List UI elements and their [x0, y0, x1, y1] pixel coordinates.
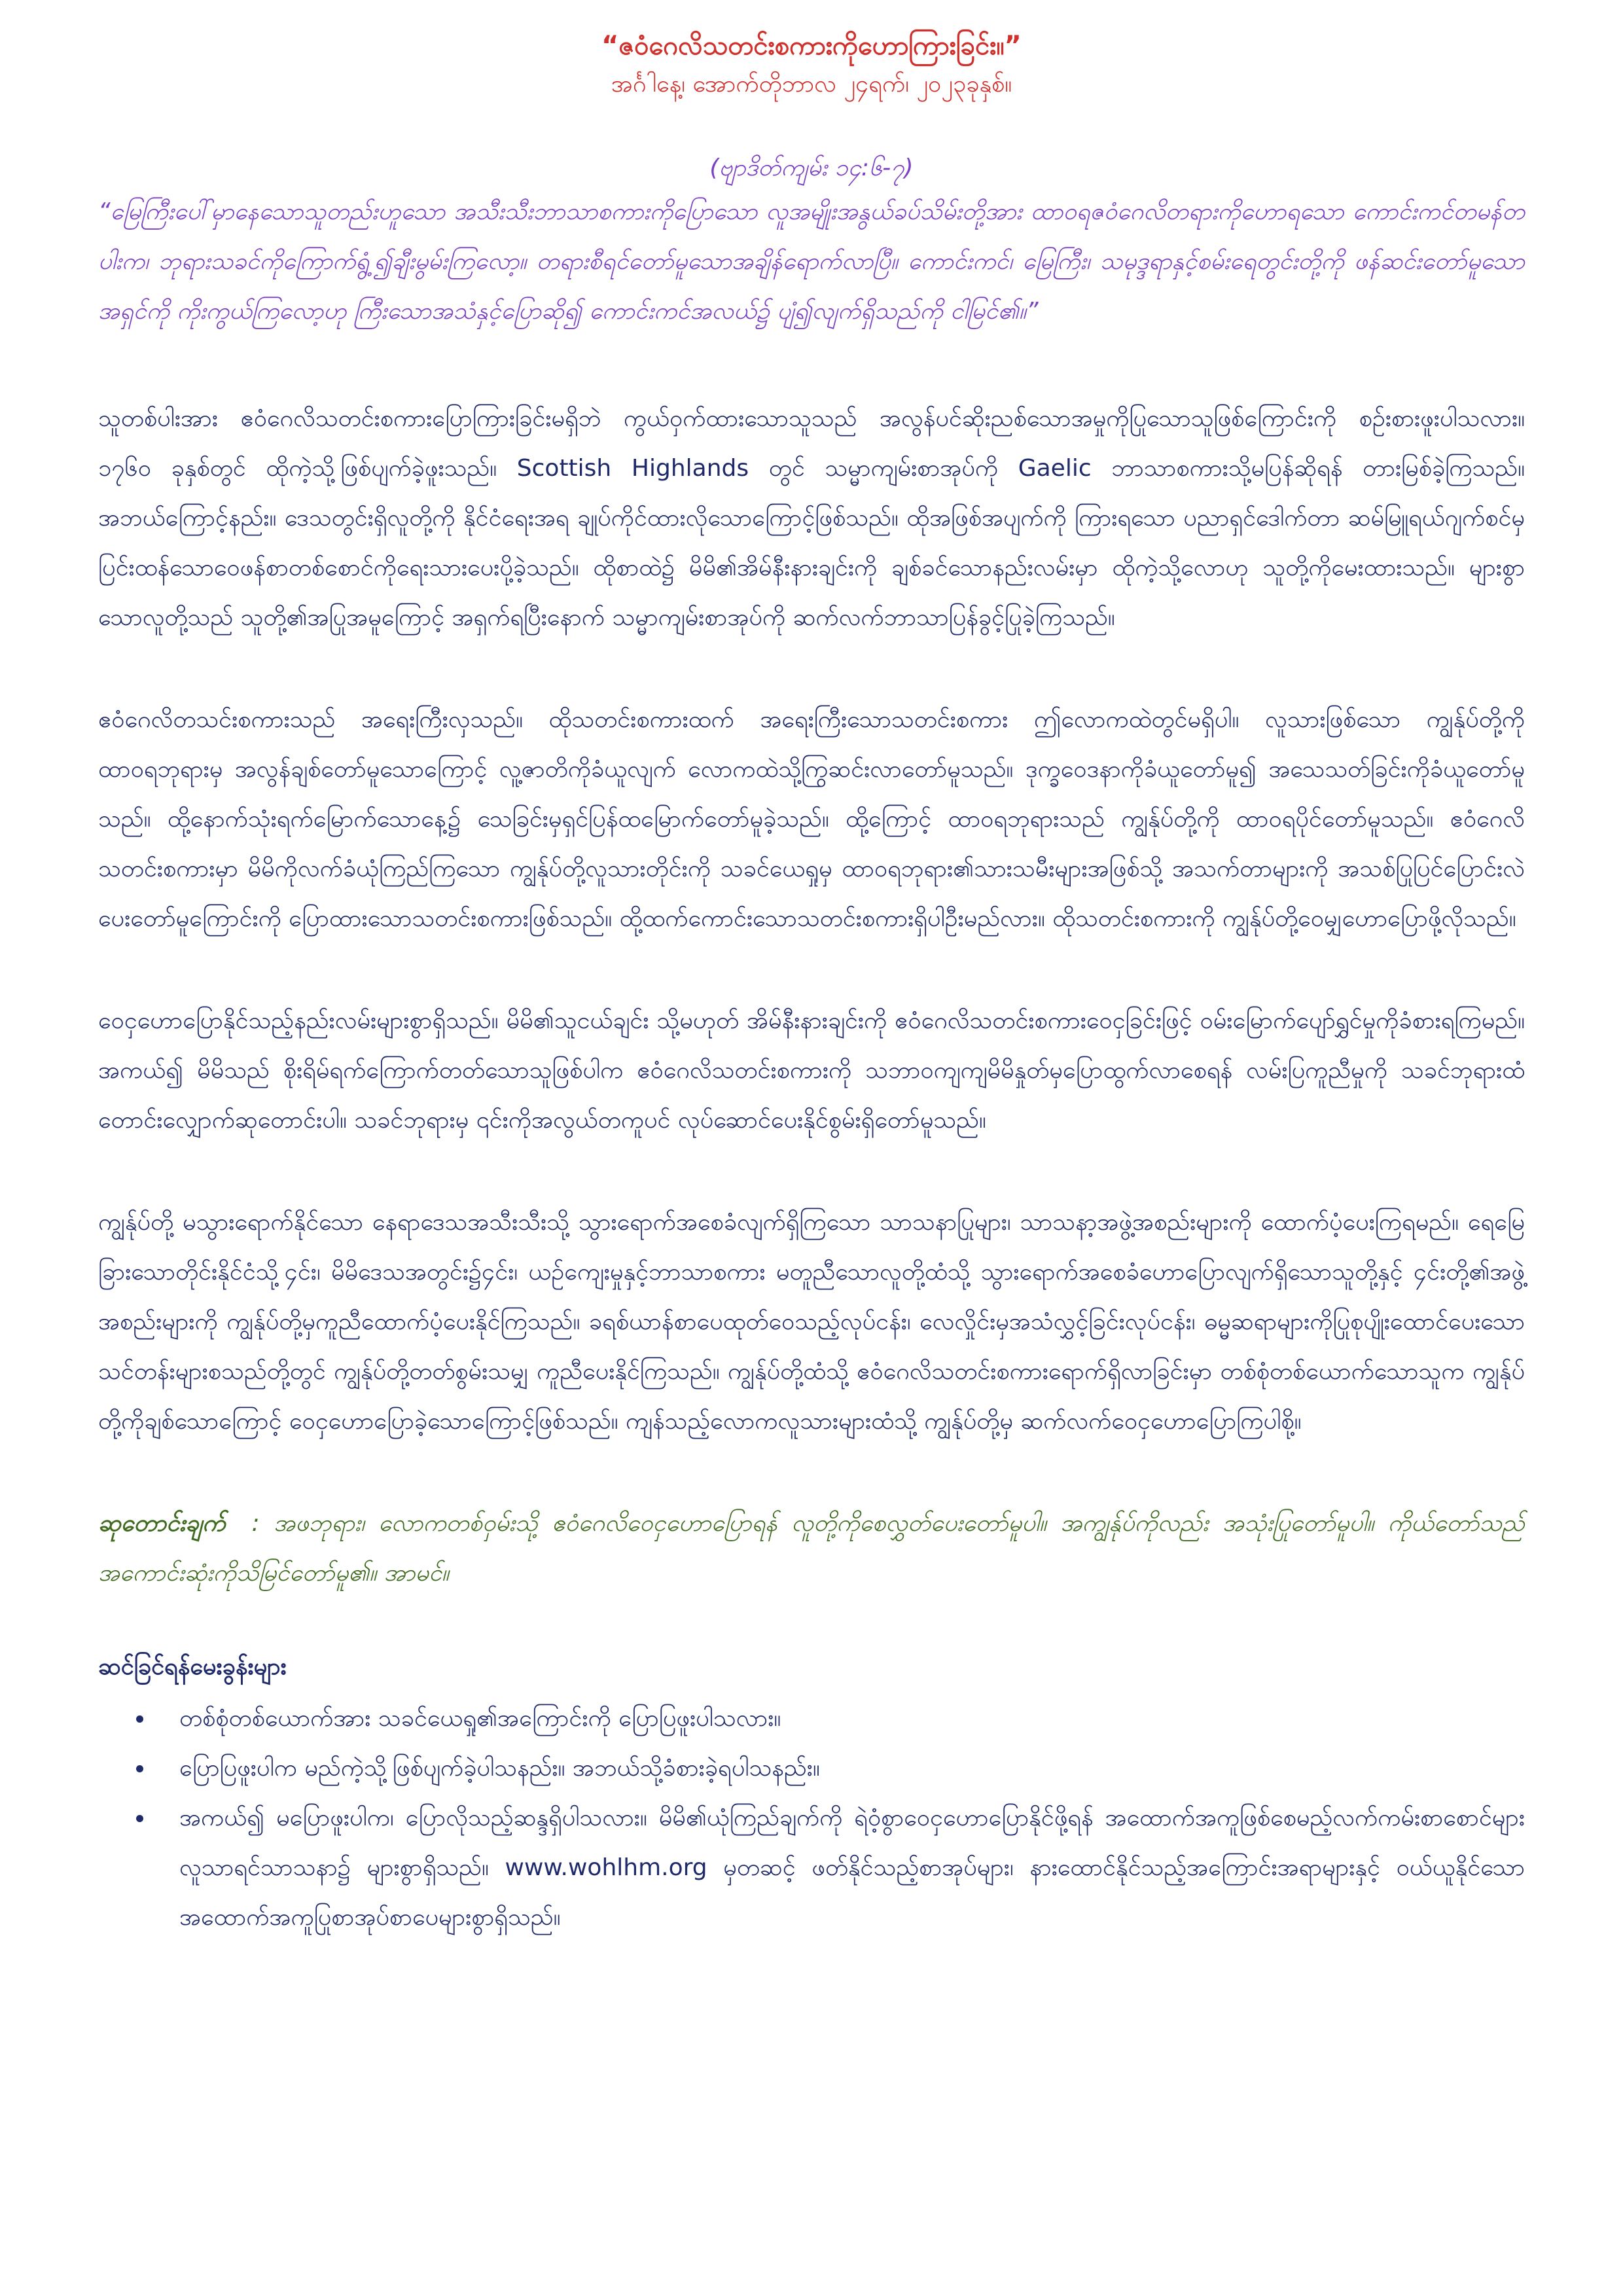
question-item: • ပြောပြဖူးပါက မည်ကဲ့သို့ဖြစ်ပျက်ခဲ့ပါသနည်း။ အဘယ်သို့ခံစားခဲ့ရပါသနည်း။ — [154, 1744, 1525, 1793]
devotional-date: အင်္ဂါနေ့၊ အောက်တိုဘာလ ၂၄ရက်၊ ၂၀၂၃ခုနှစ်။ — [611, 71, 1012, 98]
body-paragraph-4: ကျွန်ုပ်တို့ မသွားရောက်နိုင်သော နေရာဒေသအသီးသီးသို့ သွားရောက်အစေခံလျက်ရှိကြသော သာသနာပြုများ၊ သာသနာ့အဖွဲ့အစည်းများကို ထောက်ပံ့ပေးကြရမည်။ ရေမြေခြားသောတိုင်းနိုင်ငံသို့၄င်း၊ မိမိဒေသအတွင်း၌၄င်း၊ ယဉ်ကျေးမှုနှင့်ဘာသာစကား မတူညီသောလူတို့ထံသို့ သွားရောက်အစေခံဟောပြောလျက်ရှိသောသူတို့နှင့် ၄င်းတို့၏အဖွဲ့အစည်းများကို ကျွန်ုပ်တို့မှကူညီထောက်ပံ့ပေးနိုင်ကြသည်။ ခရစ်ယာန်စာပေထုတ်ဝေသည့်လုပ်ငန်း၊ လေလှိုင်းမှအသံလွှင့်ခြင်းလုပ်ငန်း၊ ဓမ္မဆရာများကိုပြုစုပျိုးထောင်ပေးသောသင်တန်းများစသည်တို့တွင် ကျွန်ုပ်တို့တတ်စွမ်းသမျှ ကူညီပေးနိုင်ကြသည်။ ကျွန်ုပ်တို့ထံသို့ ဧဝံဂေလိသတင်းစကားရောက်ရှိလာခြင်းမှာ တစ်စုံတစ်ယောက်သောသူက ကျွန်ုပ်တို့ကိုချစ်သောကြောင့် ဝေငှဟောပြောခဲ့သောကြောင့်ဖြစ်သည်။ ကျန်သည့်လောကလူသားများထံသို့ ကျွန်ုပ်တို့မှ ဆက်လက်ဝေငှဟောပြောကြပါစို့။ — [98, 1209, 1525, 1435]
questions-list — [98, 1694, 1525, 1943]
body-paragraph-2: ဧဝံဂေလိတသင်းစကားသည် အရေးကြီးလှသည်။ ထိုသတင်းစကားထက် အရေးကြီးသောသတင်းစကား ဤလောကထဲတွင်မရှိပါ။ လူသားဖြစ်သော ကျွန်ုပ်တို့ကို ထာဝရဘုရားမှ အလွန်ချစ်တော်မူသောကြောင့် လူ့ဇာတိကိုခံယူလျက် လောကထဲသို့ကြွဆင်းလာတော်မူသည်။ ဒုက္ခဝေဒနာကိုခံယူတော်မူ၍ အသေသတ်ခြင်းကိုခံယူတော်မူသည်။ ထို့နောက်သုံးရက်မြောက်သောနေ့၌ သေခြင်းမှရှင်ပြန်ထမြောက်တော်မူခဲ့သည်။ ထို့ကြောင့် ထာဝရဘုရားသည် ကျွန်ုပ်တို့ကို ထာဝရပိုင်တော်မူသည်။ ဧဝံဂေလိသတင်းစကားမှာ မိမိကိုလက်ခံယုံကြည်ကြသော ကျွန်ုပ်တို့လူသားတိုင်းကို သခင်ယေရှုမှ ထာဝရဘုရား၏သားသမီးများအဖြစ်သို့ အသက်တာများကို အသစ်ပြုပြင်ပြောင်းလဲပေးတော်မူကြောင်းကို ပြောထားသောသတင်းစကားဖြစ်သည်။ ထို့ထက်ကောင်းသောသတင်းစကားရှိပါဦးမည်လား။ ထိုသတင်းစကားကို ကျွန်ုပ်တို့ဝေမျှဟောပြောဖို့လိုသည်။ — [98, 706, 1525, 932]
prayer-text: : အဖဘုရား၊ လောကတစ်ဝှမ်းသို့ ဧဝံဂေလိဝေငှဟောပြောရန် လူတို့ကိုစေလွှတ်ပေးတော်မူပါ။ အကျွန်ုပ်ကိုလည်း အသုံးပြုတော်မူပါ။ ကိုယ်တော်သည် အကောင်းဆုံးကိုသိမြင်တော်မူ၏။ အာမင်။ — [98, 1510, 1525, 1587]
question-item: • တစ်စုံတစ်ယောက်အား သခင်ယေရှု၏အကြောင်းကို ပြောပြဖူးပါသလား။ — [154, 1694, 1525, 1744]
question-item: • အကယ်၍ မပြောဖူးပါက၊ ပြောလိုသည့်ဆန္ဒရှိပါသလား။ မိမိ၏ယုံကြည်ချက်ကို ရဲဝံ့စွာဝေငှဟောပြောနိုင်ဖို့ရန် အထောက်အကူဖြစ်စေမည့်လက်ကမ်းစာစောင်များ လူသာရင်သာသနာ၌ များစွာရှိသည်။ www.wohlhm.org မှတဆင့် ဖတ်နိုင်သည့်စာအုပ်များ၊ နားထောင်နိုင်သည့်အကြောင်းအရာများနှင့် ဝယ်ယူနိုင်သော အထောက်အကူပြုစာအုပ်စာပေများစွာရှိသည်။ — [154, 1793, 1525, 1943]
prayer-label: ဆုတောင်းချက် — [98, 1510, 226, 1537]
devotional-title: “ဇဝံဂေလိသတင်းစကားကိုဟောကြားခြင်း။” — [601, 31, 1022, 61]
body-paragraph-1: သူတစ်ပါးအား ဧဝံဂေလိသတင်းစကားပြောကြားခြင်းမရှိဘဲ ကွယ်ဝှက်ထားသောသူသည် အလွန်ပင်ဆိုးညစ်သောအမှုကိုပြုသောသူဖြစ်ကြောင်းကို စဉ်းစားဖူးပါသလား။ ၁၇၆၀ ခုနှစ်တွင် ထိုကဲ့သို့ဖြစ်ပျက်ခဲ့ဖူးသည်။ Scottish Highlands တွင် သမ္မာကျမ်းစာအုပ်ကို Gaelic ဘာသာစကားသို့မပြန်ဆိုရန် တားမြစ်ခဲ့ကြသည်။ အဘယ်ကြောင့်နည်း။ ဒေသတွင်းရှိလူတို့ကို နိုင်ငံရေးအရ ချုပ်ကိုင်ထားလိုသောကြောင့်ဖြစ်သည်။ ထိုအဖြစ်အပျက်ကို ကြားရသော ပညာရှင်ဒေါက်တာ ဆမ်မြူရယ်ဂျက်စင်မှ ပြင်းထန်သောဝေဖန်စာတစ်စောင်ကိုရေးသားပေးပို့ခဲ့သည်။ ထိုစာထဲ၌ မိမိ၏အိမ်နီးနားချင်းကို ချစ်ခင်သောနည်းလမ်းမှာ ထိုကဲ့သို့လောဟု သူတို့ကိုမေးထားသည်။ များစွာသောလူတို့သည် သူတို့၏အပြုအမူကြောင့် အရှက်ရပြီးနောက် သမ္မာကျမ်းစာအုပ်ကို ဆက်လက်ဘာသာပြန်ခွင့်ပြုခဲ့ကြသည်။ — [98, 405, 1525, 631]
questions-heading: ဆင်ခြင်ရန်မေးခွန်းများ — [98, 1653, 287, 1680]
scripture-reference: (ဗျာဒိတ်ကျမ်း ၁၄:၆-၇) — [709, 154, 914, 181]
document-page — [98, 26, 1525, 1943]
scripture-quote: “မြေကြီးပေါ်မှာနေသောသူတည်းဟူသော အသီးသီးဘာသာစကားကိုပြောသော လူအမျိုးအနွယ်ခပ်သိမ်းတို့အား ထာဝရဇဝံဂေလိတရားကိုဟောရသော ကောင်းကင်တမန်တပါးက၊ ဘုရားသခင်ကိုကြောက်ရွံ့၍ချီးမွမ်းကြလော့။ တရားစီရင်တော်မူသောအချိန်ရောက်လာပြီ။ ကောင်းကင်၊ မြေကြီး၊ သမုဒ္ဒရာနှင့်စမ်းရေတွင်းတို့ကို ဖန်ဆင်းတော်မူသောအရှင်ကို ကိုးကွယ်ကြလော့ဟု ကြီးသောအသံနှင့်ပြောဆို၍ ကောင်းကင်အလယ်၌ ပျံ၍လျက်ရှိသည်ကို ငါမြင်၏။” — [98, 198, 1525, 325]
body-paragraph-3: ဝေငှဟောပြောနိုင်သည့်နည်းလမ်းများစွာရှိသည်။ မိမိ၏သူငယ်ချင်း သို့မဟုတ် အိမ်နီးနားချင်းကို ဧဝံဂေလိသတင်းစကားဝေငှခြင်းဖြင့် ဝမ်းမြောက်ပျော်ရွှင်မှုကိုခံစားရကြမည်။ အကယ်၍ မိမိသည် စိုးရိမ်ရက်ကြောက်တတ်သောသူဖြစ်ပါက ဧဝံဂေလိသတင်းစကားကို သဘာဝကျကျမိမိနှုတ်မှပြောထွက်လာစေရန် လမ်းပြကူညီမှုကို သခင်ဘုရားထံ တောင်းလျှောက်ဆုတောင်းပါ။ သခင်ဘုရားမှ ၎င်းကိုအလွယ်တကူပင် လုပ်ဆောင်ပေးနိုင်စွမ်းရှိတော်မူသည်။ — [98, 1007, 1525, 1134]
prayer-block — [98, 1499, 1525, 1598]
